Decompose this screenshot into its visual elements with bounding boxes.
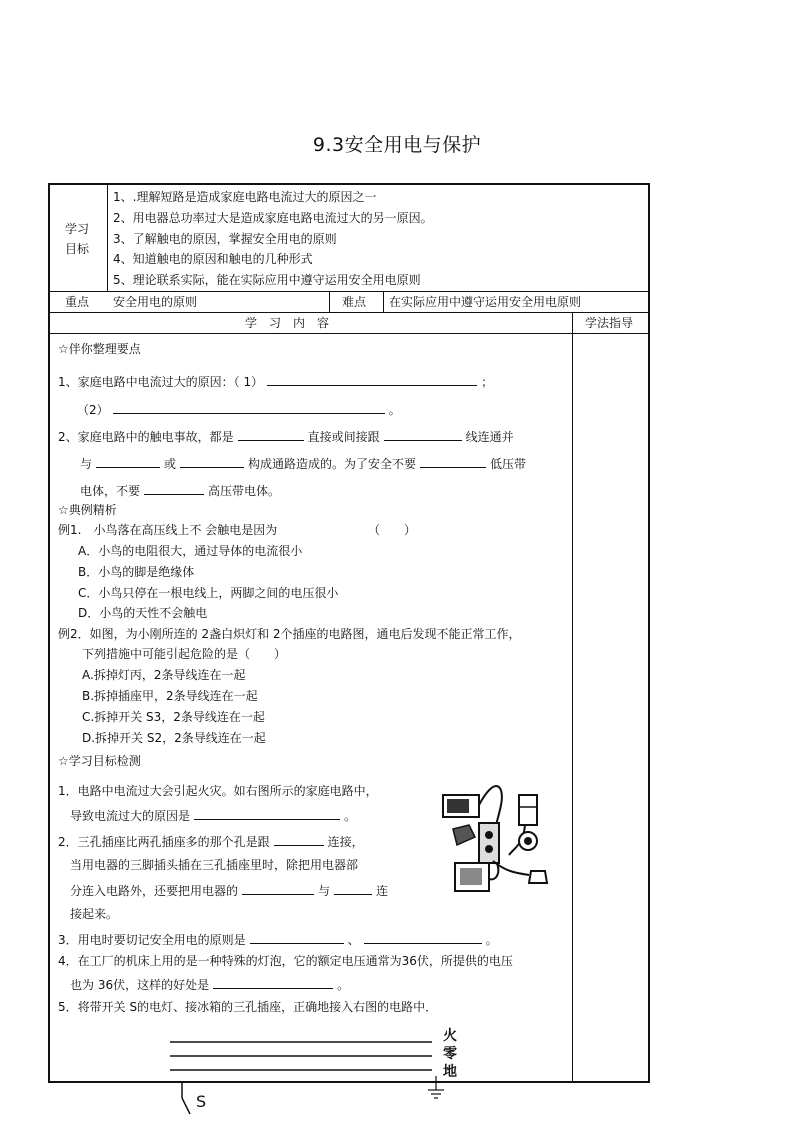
option-item: B.拆掉插座甲，2条导线连在一起 bbox=[82, 689, 258, 703]
worksheet-table bbox=[48, 183, 650, 1083]
question-line: 分连入电路外，还要把用电器的 与 连 bbox=[70, 884, 389, 898]
question-line: 2、家庭电路中的触电事故，都是 直接或间接跟 线连通并 bbox=[58, 430, 514, 444]
option-item: C．小鸟只停在一根电线上，两脚之间的电压很小 bbox=[78, 586, 339, 600]
section-heading: ☆典例精析 bbox=[58, 503, 117, 517]
example-question: 下列措施中可能引起危险的是（ ） bbox=[82, 647, 287, 661]
divider bbox=[107, 185, 108, 291]
option-item: C.拆掉开关 S3，2条导线连在一起 bbox=[82, 710, 265, 724]
question-line: 导致电流过大的原因是 。 bbox=[70, 809, 357, 823]
neutral-wire-label: 零 bbox=[443, 1046, 457, 1062]
household-appliances-illustration bbox=[435, 775, 561, 903]
difficulty-text: 在实际应用中遵守运用安全用电原则 bbox=[389, 295, 582, 309]
goal-item: 5、理论联系实际，能在实际应用中遵守运用安全用电原则 bbox=[113, 273, 421, 287]
section-heading: ☆学习目标检测 bbox=[58, 754, 141, 768]
question-line: 与 或 构成通路造成的。为了安全不要 低压带 bbox=[80, 457, 527, 471]
goal-item: 1、.理解短路是造成家庭电路电流过大的原因之一 bbox=[113, 190, 377, 204]
option-item: D.拆掉开关 S2，2条导线连在一起 bbox=[82, 731, 266, 745]
goals-label: 学习 bbox=[65, 222, 90, 236]
divider bbox=[50, 312, 648, 313]
question-line: 2．三孔插座比两孔插座多的那个孔是跟 连接， bbox=[58, 835, 364, 849]
page-title: 9.3安全用电与保护 bbox=[312, 134, 482, 156]
content-header: 学 习 内 容 bbox=[245, 316, 330, 330]
key-text: 安全用电的原则 bbox=[113, 295, 198, 309]
divider bbox=[50, 291, 648, 292]
question-line: 1．电路中电流过大会引起火灾。如右图所示的家庭电路中， bbox=[58, 784, 378, 798]
divider bbox=[329, 291, 330, 312]
divider bbox=[383, 291, 384, 312]
switch-label: S bbox=[196, 1092, 207, 1111]
option-item: A.拆掉灯丙，2条导线连在一起 bbox=[82, 668, 246, 682]
example-question: 例2．如图，为小刚所连的 2盏白炽灯和 2个插座的电路图，通电后发现不能正常工作， bbox=[58, 627, 521, 641]
guide-header: 学法指导 bbox=[585, 316, 634, 330]
live-wire-label: 火 bbox=[443, 1028, 457, 1044]
question-line: 接起来。 bbox=[70, 907, 119, 921]
difficulty-label: 难点 bbox=[342, 295, 367, 309]
divider bbox=[572, 312, 573, 1083]
goal-item: 2、用电器总功率过大是造成家庭电路电流过大的另一原因。 bbox=[113, 211, 433, 225]
example-question: 例1. 小鸟落在高压线上不 会触电是因为 bbox=[58, 523, 278, 537]
goals-label: 目标 bbox=[65, 242, 90, 256]
option-item: D．小鸟的天性不会触电 bbox=[78, 606, 208, 620]
goal-item: 4、知道触电的原因和触电的几种形式 bbox=[113, 252, 313, 266]
question-line: 当用电器的三脚插头插在三孔插座里时，除把用电器部 bbox=[70, 858, 359, 872]
answer-paren: （ ） bbox=[368, 523, 417, 537]
option-item: A．小鸟的电阻很大，通过导体的电流很小 bbox=[78, 544, 303, 558]
question-line: 也为 36伏，这样的好处是 。 bbox=[70, 978, 350, 992]
question-line: 电体，不要 高压带电体。 bbox=[80, 484, 281, 498]
question-line: 1、家庭电路中电流过大的原因：（ 1） ； bbox=[58, 375, 494, 389]
wiring-diagram bbox=[160, 1028, 476, 1123]
option-item: B．小鸟的脚是绝缘体 bbox=[78, 565, 195, 579]
question-line: （2） 。 bbox=[77, 403, 401, 417]
question-line: 3．用电时要切记安全用电的原则是 、 。 bbox=[58, 933, 498, 947]
key-label: 重点 bbox=[65, 295, 90, 309]
goal-item: 3、了解触电的原因，掌握安全用电的原则 bbox=[113, 232, 337, 246]
ground-wire-label: 地 bbox=[443, 1064, 457, 1080]
divider bbox=[50, 333, 648, 334]
section-heading: ☆伴你整理要点 bbox=[58, 342, 141, 356]
question-line: 4．在工厂的机床上用的是一种特殊的灯泡，它的额定电压通常为36伏，所提供的电压 bbox=[58, 954, 513, 968]
question-line: 5．将带开关 S的电灯、接冰箱的三孔插座，正确地接入右图的电路中． bbox=[58, 1000, 438, 1014]
